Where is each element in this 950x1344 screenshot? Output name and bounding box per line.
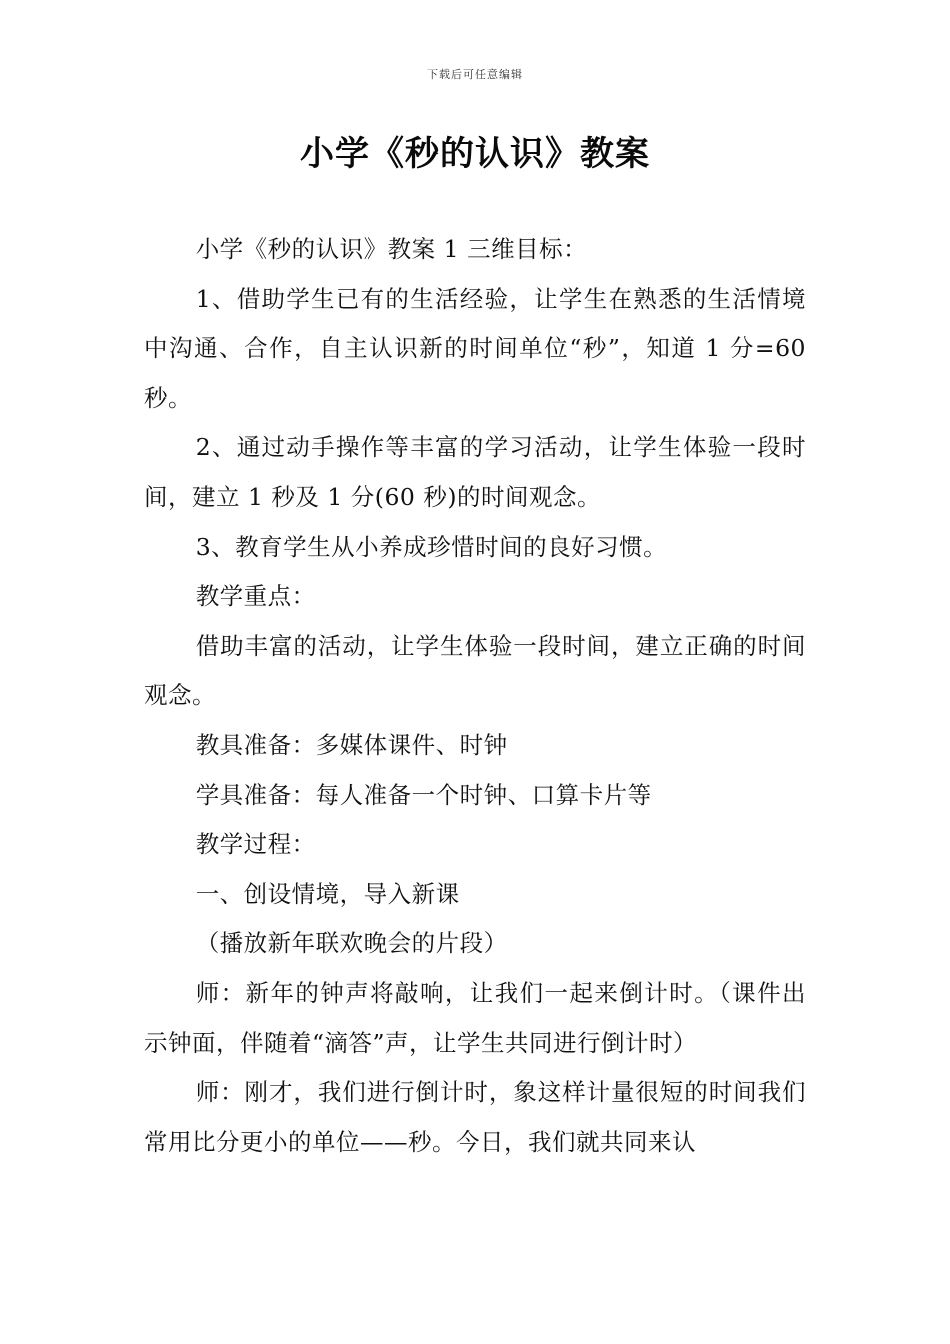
paragraph-objectives-heading: 小学《秒的认识》教案 1 三维目标： [195,235,588,263]
header-note: 下载后可任意编辑 [427,68,523,81]
paragraph-teaching-aids: 教具准备：多媒体课件、时钟 [195,730,508,759]
paragraph-objective-3: 3、教育学生从小养成珍惜时间的良好习惯。 [195,532,668,561]
paragraph-teacher-line-1: 师：新年的钟声将敲响，让我们一起来倒计时。（课件出示钟面，伴随着“滴答”声，让学生共同进行倒计时） [144,978,806,1057]
document-title: 小学《秒的认识》教案 [300,134,650,174]
paragraph-stage-direction: （播放新年联欢晚会的片段） [195,929,508,958]
paragraph-objective-1: 1、借助学生已有的生活经验，让学生在熟悉的生活情境中沟通、合作，自主认识新的时间单位“秒”，知道 1 分=60 秒。 [144,284,806,412]
paragraph-learning-aids: 学具准备：每人准备一个时钟、口算卡片等 [195,780,652,809]
paragraph-key-points: 借助丰富的活动，让学生体验一段时间，建立正确的时间观念。 [144,631,806,710]
paragraph-key-points-heading: 教学重点： [195,582,316,611]
paragraph-process-heading: 教学过程： [195,830,316,859]
document-body [144,225,806,1167]
paragraph-objective-2: 2、通过动手操作等丰富的学习活动，让学生体验一段时间，建立 1 秒及 1 分(60 秒)的时间观念。 [144,433,806,511]
paragraph-section-1-heading: 一、创设情境，导入新课 [195,879,460,908]
paragraph-teacher-line-2: 师：刚才，我们进行倒计时，象这样计量很短的时间我们常用比分更小的单位——秒。今日，我们就共同来认 [144,1078,806,1156]
